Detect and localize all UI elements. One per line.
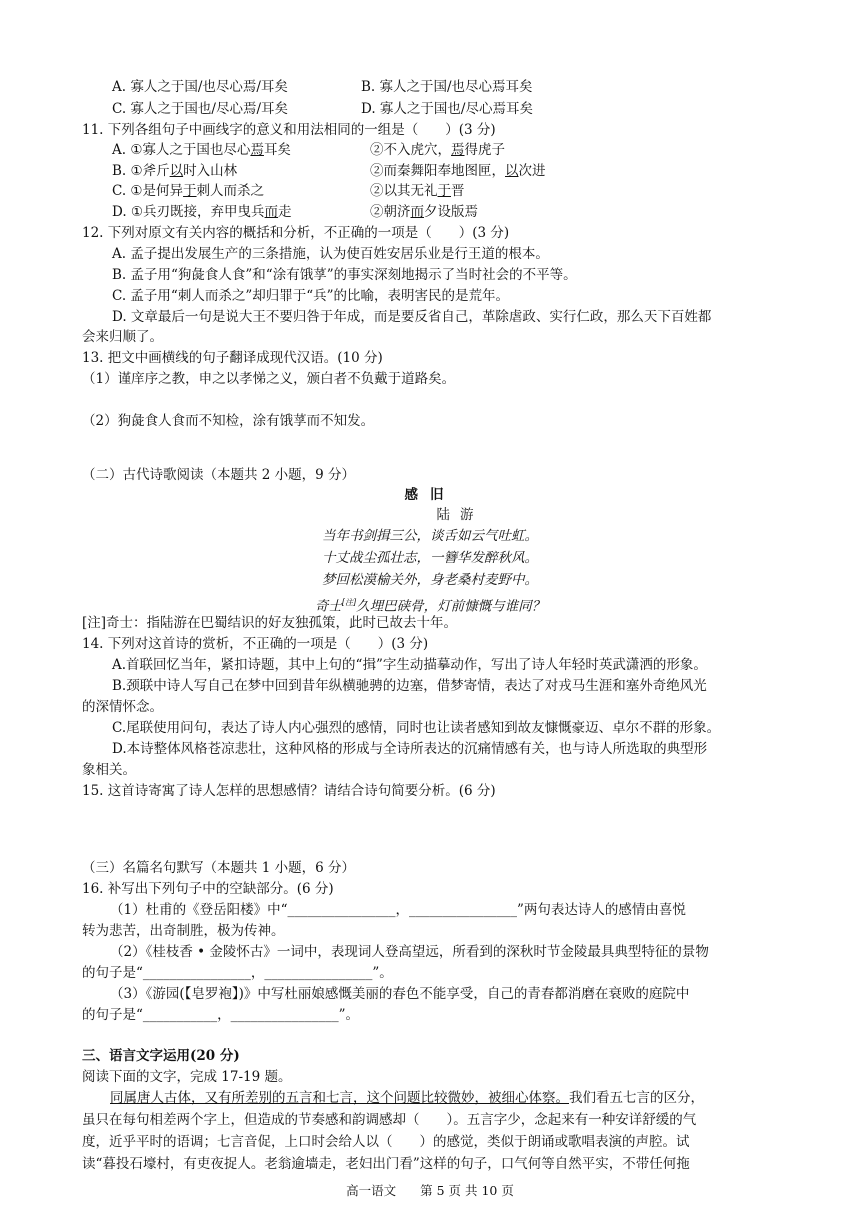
q14-option-c: C.尾联使用问句，表达了诗人内心强烈的感情，同时也让读者感知到故友慷慨豪迈、卓尔不群的形象。 (112, 720, 721, 736)
poem-note-marker: [注] (341, 598, 357, 607)
q10-option-d: D. 寡人之于国也/尽心焉耳矣 (361, 101, 533, 117)
passage-line-1: 同属唐人古体，又有所差别的五言和七言，这个问题比较微妙，被细心体察。我们看五七言的区分， (110, 1090, 704, 1106)
q16-stem: 16. 补写出下列句子中的空缺部分。(6 分) (82, 881, 334, 897)
q12-option-c: C. 孟子用“刺人而杀之”却归罪于“兵”的比喻，表明害民的是荒年。 (112, 288, 510, 304)
part3-heading: 三、语言文字运用(20 分) (82, 1048, 240, 1064)
q12-option-d-line1: D. 文章最后一句是说大王不要归咎于年成，而是要反省自己，革除虐政、实行仁政，那么天下百姓都 (112, 309, 712, 325)
q12-option-d-line2: 会来归顺了。 (82, 329, 163, 345)
q11-option-a2: ②不入虎穴，焉得虎子 (370, 142, 505, 158)
poem-author: 陆游 (436, 507, 484, 523)
q16-item3-line1: （3）《游园(【皂罗袍】)》中写杜丽娘感慨美丽的春色不能享受，自己的青春都消磨在衰败的庭院中 (110, 986, 690, 1002)
poem-line-4: 奇士[注]久埋巴硖骨，灯前慷慨与谁同？ (314, 598, 546, 615)
passage-line-4: 读“暮投石壕村，有吏夜捉人。老翁逾墙走，老妇出门看”这样的句子，口气何等自然平实，不带任何拖 (82, 1156, 690, 1172)
q10-option-b: B. 寡人之于国/也尽心焉耳矣 (361, 79, 533, 95)
poem-note: [注]奇士：指陆游在巴蜀结识的好友独孤策，此时已故去十年。 (82, 615, 458, 631)
q16-item1-line2: 转为悲苦，出奇制胜，极为传神。 (82, 923, 285, 939)
q11-option-c1: C. ①是何异于刺人而杀之 (112, 183, 265, 199)
passage-line-2: 虽只在每句相差两个字上，但造成的节奏感和韵调感却（ ）。五言字少，念起来有一种安详舒缓的气 (82, 1112, 697, 1128)
q16-item1-line1: （1）杜甫的《登岳阳楼》中“________________，________________”两句表达诗人的感情由喜悦 (110, 902, 686, 918)
q14-option-d-line1: D.本诗整体风格苍凉悲壮，这种风格的形成与全诗所表达的沉痛情感有关，也与诗人所选取的典型形 (112, 741, 708, 757)
footer-page-number: 第 5 页 共 10 页 (420, 1183, 514, 1198)
q16-item3-line2: 的句子是“___________，________________”。 (82, 1007, 360, 1023)
section3-heading: （三）名篇名句默写（本题共 1 小题，6 分） (82, 860, 356, 876)
q10-option-a: A. 寡人之于国/也尽心焉/耳矣 (112, 79, 288, 95)
q14-option-b-line1: B.颈联中诗人写自己在梦中回到昔年纵横驰骋的边塞，借梦寄情，表达了对戎马生涯和塞外奇绝风光 (112, 678, 707, 694)
q14-option-a: A.首联回忆当年，紧扣诗题，其中上句的“揖”字生动描摹动作，写出了诗人年轻时英武潇洒的形象。 (112, 657, 707, 673)
passage-underlined-sentence: 同属唐人古体，又有所差别的五言和七言，这个问题比较微妙，被细心体察。 (110, 1090, 569, 1106)
q12-option-b: B. 孟子用“狗彘食人食”和“涂有饿莩”的事实深刻地揭示了当时社会的不平等。 (112, 267, 577, 283)
poem-line-1: 当年书剑揖三公，谈舌如云气吐虹。 (322, 528, 538, 544)
q16-item2-line2: 的句子是“________________，________________”。 (82, 965, 393, 981)
poem-title: 感旧 (404, 487, 456, 503)
q12-option-a: A. 孟子提出发展生产的三条措施，认为使百姓安居乐业是行王道的根本。 (112, 246, 549, 262)
q11-option-c2: ②以其无礼于晋 (370, 183, 465, 199)
q14-stem: 14. 下列对这首诗的赏析，不正确的一项是（ ）(3 分) (82, 636, 429, 652)
q11-option-d2: ②朝济而夕设版焉 (370, 204, 478, 220)
q13-sentence-2: （2）狗彘食人食而不知检，涂有饿莩而不知发。 (82, 413, 375, 429)
q14-option-d-line2: 象相关。 (82, 762, 136, 778)
q13-stem: 13. 把文中画横线的句子翻译成现代汉语。(10 分) (82, 350, 383, 366)
q11-stem: 11. 下列各组句子中画线字的意义和用法相同的一组是（ ）(3 分) (82, 122, 496, 138)
q14-option-b-line2: 的深情怀念。 (82, 699, 163, 715)
q15-stem: 15. 这首诗寄寓了诗人怎样的思想感情？请结合诗句简要分析。(6 分) (82, 783, 496, 799)
poem-line-3: 梦回松漠榆关外，身老桑村麦野中。 (322, 572, 538, 588)
q13-sentence-1: （1）谨庠序之教，申之以孝悌之义，颁白者不负戴于道路矣。 (82, 371, 456, 387)
footer-subject: 高一语文 (346, 1183, 397, 1198)
section2-heading: （二）古代诗歌阅读（本题共 2 小题，9 分） (82, 467, 356, 483)
q10-option-c: C. 寡人之于国也/尽心焉/耳矣 (112, 101, 289, 117)
part3-intro: 阅读下面的文字，完成 17-19 题。 (82, 1069, 292, 1085)
q11-option-b1: B. ①斧斤以时入山林 (112, 163, 238, 179)
q16-item2-line1: （2）《桂枝香 • 金陵怀古》一词中，表现词人登高望远，所看到的深秋时节金陵最具典型特征的景物 (110, 944, 709, 960)
q12-stem: 12. 下列对原文有关内容的概括和分析，不正确的一项是（ ）(3 分) (82, 225, 510, 241)
q11-option-d1: D. ①兵刃既接，弃甲曳兵而走 (112, 204, 292, 220)
q11-option-a1: A. ①寡人之于国也尽心焉耳矣 (112, 142, 291, 158)
q11-option-b2: ②而秦舞阳奉地图匣，以次进 (370, 163, 546, 179)
passage-line-3: 度，近乎平时的语调；七言音促，上口时会给人以（ ）的感觉，类似于朗诵或歌唱表演的声腔。试 (82, 1134, 690, 1150)
page-footer (0, 1181, 860, 1199)
poem-line-2: 十丈战尘孤壮志，一簪华发醉秋风。 (322, 550, 538, 566)
